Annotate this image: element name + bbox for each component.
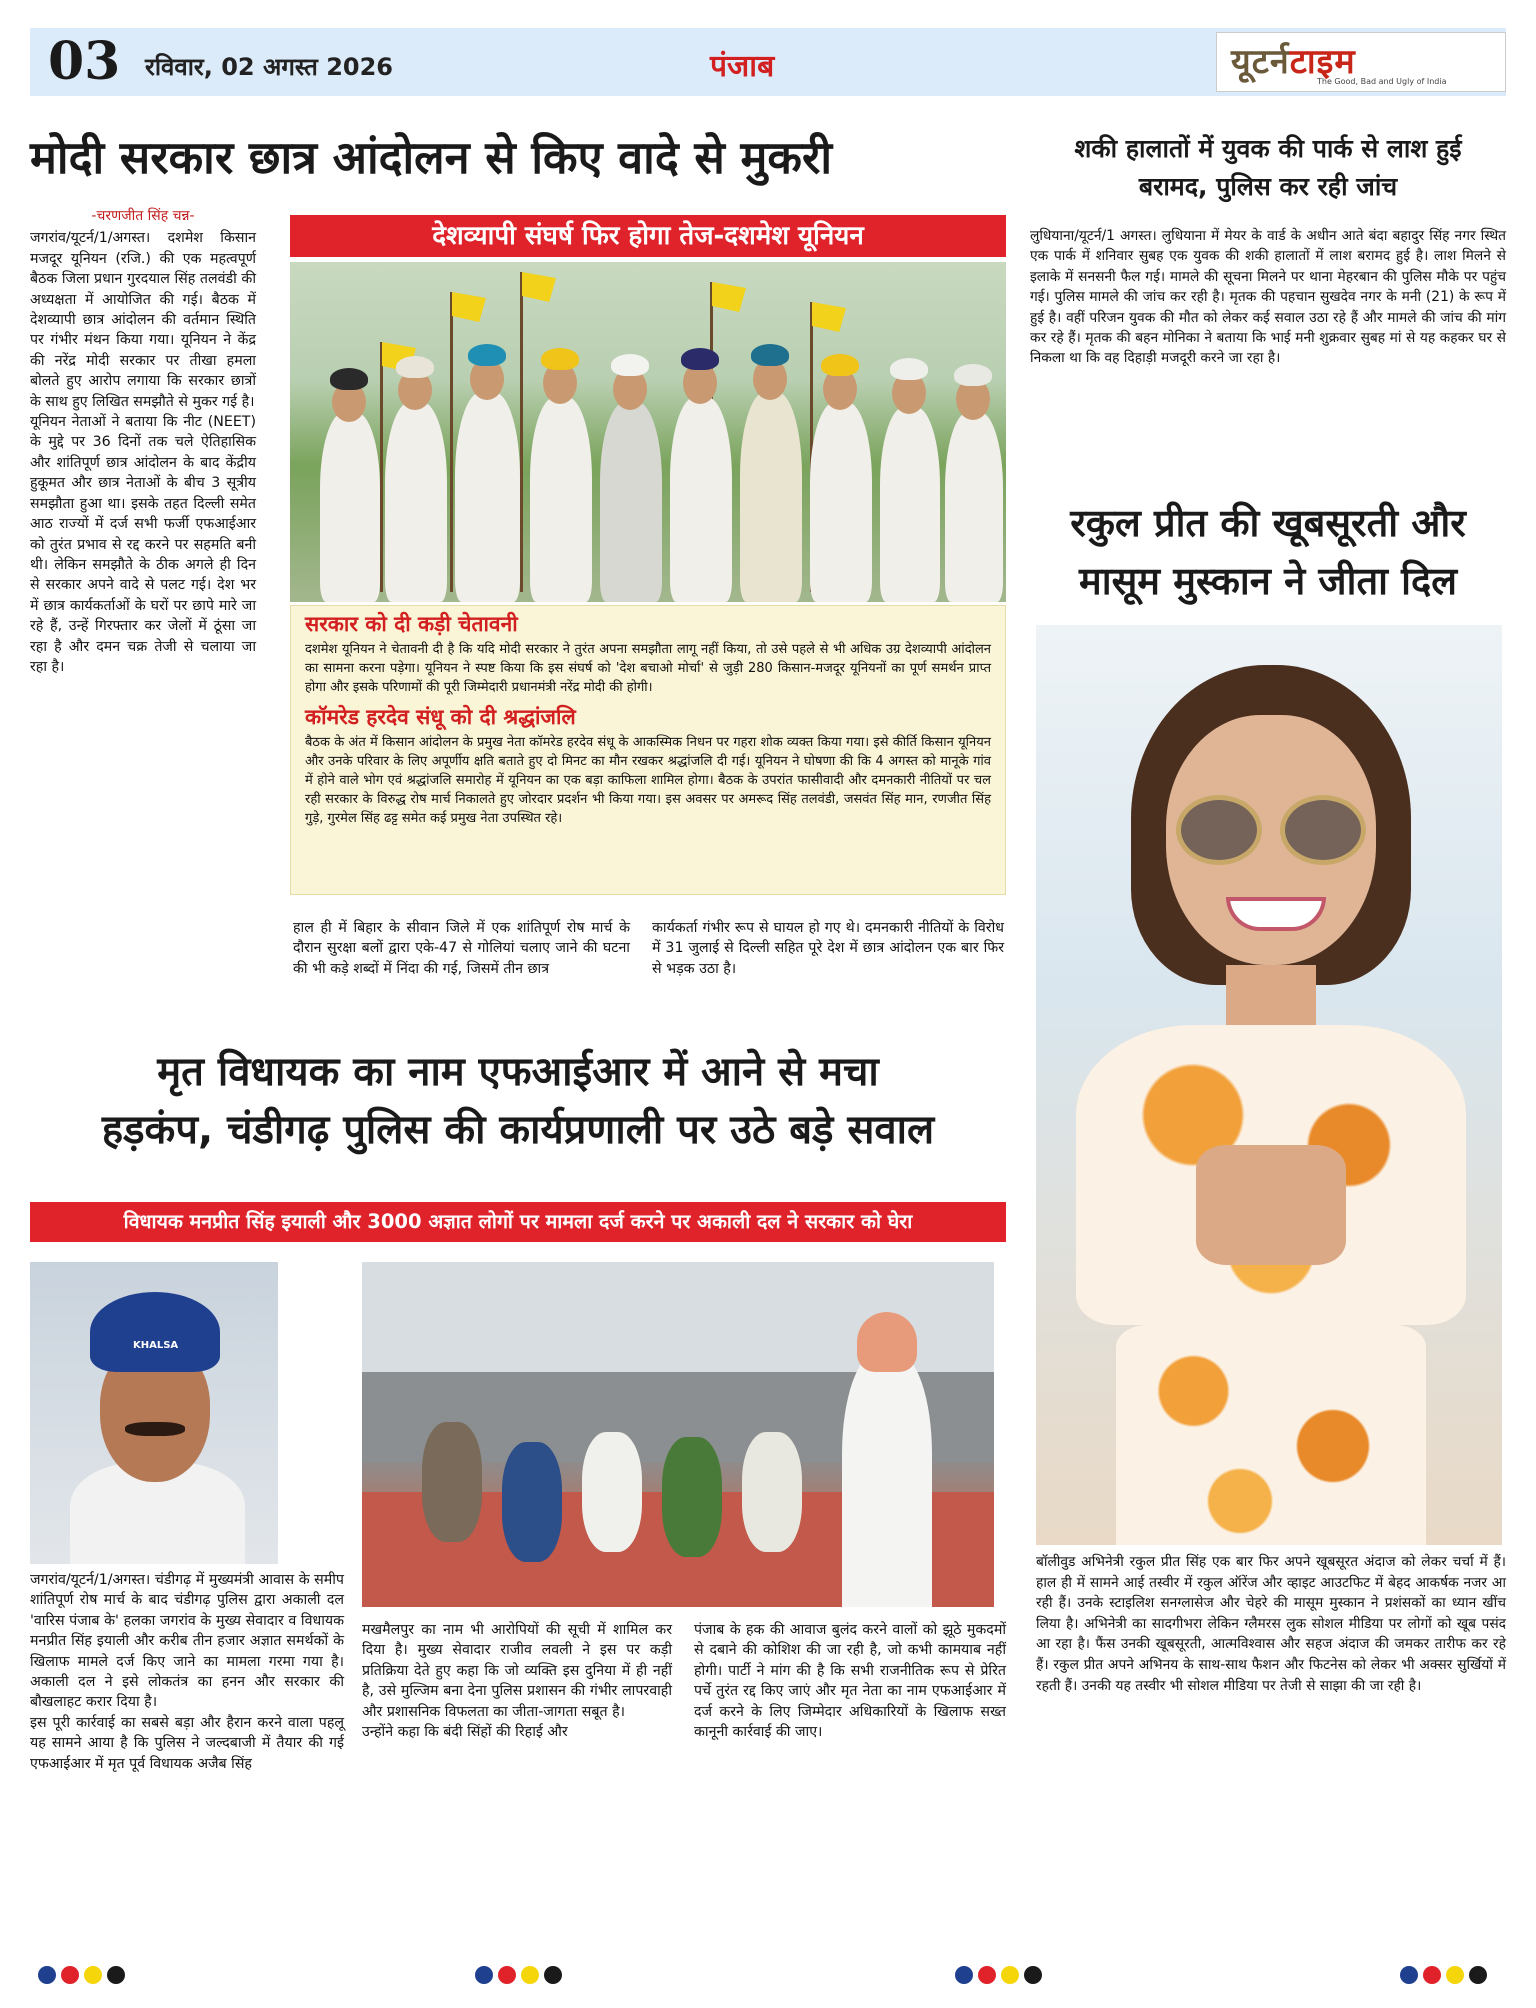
story1-headline: मोदी सरकार छात्र आंदोलन से किए वादे से मुकरी [30, 131, 832, 184]
byline: -चरणजीत सिंह चन्न- [91, 208, 195, 224]
reg-dot-red [61, 1966, 79, 1984]
story3-headline [1030, 494, 1506, 610]
story3-headline-line2: मासूम मुस्कान ने जीता दिल [1079, 559, 1457, 603]
registration-marks-left [38, 1966, 125, 1984]
story4-subheadline: विधायक मनप्रीत सिंह इयाली और 3000 अज्ञात लोगों पर मामला दर्ज करने पर अकाली दल ने सरकार को घेरा [30, 1202, 1006, 1242]
story2-headline [1030, 130, 1506, 206]
reg-dot-black [544, 1966, 562, 1984]
reg-dot-black [1469, 1966, 1487, 1984]
logo-part1: यूटर्न [1231, 42, 1290, 82]
reg-dot-blue [955, 1966, 973, 1984]
story3-headline-line1: रकुल प्रीत की खूबसूरती और [1070, 501, 1466, 545]
story1-column-3: कार्यकर्ता गंभीर रूप से घायल हो गए थे। दमनकारी नीतियों के विरोध में 31 जुलाई से दिल्ली सहित पूरे देश में छात्र आंदोलन एक बार फिर से भड़क उठा है। [652, 920, 1004, 977]
box-text-warning: दशमेश यूनियन ने चेतावनी दी है कि यदि मोदी सरकार ने तुरंत अपना समझौता लागू नहीं किया, तो उसे पहले से भी अधिक उग्र देशव्यापी आंदोलन का सामना करना पड़ेगा। यूनियन ने स्पष्ट किया कि इस संघर्ष को 'देश बचाओ मोर्चा' से जुड़ी 280 किसान-मजदूर यूनियनों का पूर्ण समर्थन प्राप्त होगा और इसके परिणामों की पूरी जिम्मेदारी प्रधानमंत्री नरेंद्र मोदी की होगी। [305, 642, 991, 695]
sit-in-protest-photo [362, 1262, 994, 1607]
actress-photo [1036, 625, 1502, 1545]
story4-paragraph-1: जगरांव/यूटर्न/1/अगस्त। चंडीगढ़ में मुख्यमंत्री आवास के समीप शांतिपूर्ण रोष मार्च के बाद चंडीगढ़ पुलिस द्वारा अकाली दल 'वारिस पंजाब के' हलका जगरांव के मुख्य सेवादार व विधायक मनप्रीत सिंह इयाली और करीब तीन हजार अज्ञात समर्थकों के खिलाफ मामले दर्ज किए जाने का मामला गरमा गया है। अकाली दल ने इसे लोकतंत्र का हनन और सरकार की बौखलाहट करार दिया है। [30, 1572, 344, 1711]
reg-dot-yellow [1001, 1966, 1019, 1984]
reg-dot-black [107, 1966, 125, 1984]
story2-body: लुधियाना/यूटर्न/1 अगस्त। लुधियाना में मेयर के वार्ड के अधीन आते बंदा बहादुर सिंह नगर स्थित एक पार्क में शनिवार सुबह एक युवक की शकी हालातों में लाश बरामद हुई है। लाश मिलने से इलाके में सनसनी फैल गई। मामले की सूचना मिलने पर थाना मेहरबान की पुलिस मौके पर पहुंच गई। पुलिस मामले की जांच कर रही है। मृतक की पहचान सुखदेव नगर के मनी (21) के रूप में हुई है। वहीं परिजन युवक की मौत को लेकर कई सवाल उठा रहे हैं और मामले की जांच की मांग कर रहे हैं। मृतक की बहन मोनिका ने बताया कि भाई मनी शुक्रवार सुबह मां से यह कहकर घर से निकला था कि वह दिहाड़ी मजदूरी करने जा रहा है। [1030, 228, 1506, 367]
box-heading-tribute: कॉमरेड हरदेव संधू को दी श्रद्धांजलि [305, 705, 576, 729]
box-text-tribute: बैठक के अंत में किसान आंदोलन के प्रमुख नेता कॉमरेड हरदेव संधू के आकस्मिक निधन पर गहरा शोक व्यक्त किया गया। इसे कीर्ति किसान यूनियन और उनके परिवार के लिए अपूर्णीय क्षति बताते हुए दो मिनट का मौन रखकर श्रद्धांजलि दी गई। यूनियन ने घोषणा की कि 4 अगस्त को मानूके गांव में होने वाले भोग एवं श्रद्धांजलि समारोह में यूनियन का एक बड़ा काफिला शामिल होगा। बैठक के उपरांत फासीवादी और दमनकारी नीतियों पर चल रही सरकार के विरुद्ध रोष मार्च निकालते हुए जोरदार प्रदर्शन भी किया गया। इस अवसर पर अमरूद सिंह तलवंडी, जसवंत सिंह मान, रणजीत सिंह गुड़े, गुरमेल सिंह ढट्ट समेत कई प्रमुख नेता उपस्थित रहे। [305, 735, 991, 826]
reg-dot-black [1024, 1966, 1042, 1984]
story4-headline-line2: हड़कंप, चंडीगढ़ पुलिस की कार्यप्रणाली पर उठे बड़े सवाल [101, 1107, 935, 1153]
registration-marks-center [475, 1966, 562, 1984]
story4-column-2 [362, 1620, 672, 1742]
reg-dot-yellow [1446, 1966, 1464, 1984]
reg-dot-red [1423, 1966, 1441, 1984]
story4-headline-line1: मृत विधायक का नाम एफआईआर में आने से मचा [157, 1049, 879, 1095]
story1-subheadline: देशव्यापी संघर्ष फिर होगा तेज-दशमेश यूनियन [290, 215, 1006, 257]
issue-date: रविवार, 02 अगस्त 2026 [145, 53, 393, 81]
story1-column-left [30, 206, 256, 677]
story4-paragraph-2: इस पूरी कार्रवाई का सबसे बड़ा और हैरान करने वाला पहलू यह सामने आया है कि पुलिस ने जल्दबाजी में तैयार की गई एफआईआर में मृत पूर्व विधायक अजैब सिंह [30, 1714, 344, 1772]
box-heading-warning: सरकार को दी कड़ी चेतावनी [305, 612, 518, 636]
reg-dot-red [978, 1966, 996, 1984]
reg-dot-yellow [521, 1966, 539, 1984]
story1-info-box [290, 605, 1006, 895]
logo-tagline: The Good, Bad and Ugly of India [1317, 77, 1447, 86]
reg-dot-blue [38, 1966, 56, 1984]
story1-paragraph-1: जगरांव/यूटर्न/1/अगस्त। दशमेश किसान मजदूर यूनियन (रजि.) की एक महत्वपूर्ण बैठक जिला प्रधान गुरदयाल सिंह तलवंडी की अध्यक्षता में आयोजित की गई। बैठक में देशव्यापी छात्र आंदोलन की वर्तमान स्थिति पर गंभीर मंथन किया गया। यूनियन ने केंद्र की नरेंद्र मोदी सरकार पर तीखा हमला बोलते हुए आरोप लगाया कि सरकार छात्रों के साथ हुए लिखित समझौते से मुकर गई है। [30, 230, 256, 410]
story4-paragraph-4: उन्होंने कहा कि बंदी सिंहों की रिहाई और [362, 1724, 568, 1741]
story4-column-1 [30, 1570, 344, 1774]
story1-paragraph-2: यूनियन नेताओं ने बताया कि नीट (NEET) के मुद्दे पर 36 दिनों तक चले ऐतिहासिक और शांतिपूर्ण छात्र आंदोलन के बाद केंद्रीय हुकूमत और छात्र नेताओं के बीच 3 सूत्रीय समझौता हुआ था। इसके तहत दिल्ली समेत आठ राज्यों में दर्ज सभी फर्जी एफआईआर को तुरंत प्रभाव से रद्द करने पर सहमति बनी थी। लेकिन समझौते के ठीक अगले ही दिन से सरकार अपने वादे से पलट गई। देश भर में छात्र कार्यकर्ताओं के घरों पर छापे मारे जा रहे हैं, उन्हें गिरफ्तार कर जेलों में ठूंसा जा रहा है और दमन चक्र तेजी से चलाया जा रहा है। [30, 414, 256, 675]
story1-column-2: हाल ही में बिहार के सीवान जिले में एक शांतिपूर्ण रोष मार्च के दौरान सुरक्षा बलों द्वारा एके-47 से गोलियां चलाए जाने की घटना की भी कड़े शब्दों में निंदा की गई, जिसमें तीन छात्र [293, 920, 630, 977]
story4-headline [30, 1043, 1006, 1159]
newspaper-logo [1216, 32, 1506, 92]
turban-text: KHALSA [133, 1340, 179, 1351]
reg-dot-blue [1400, 1966, 1418, 1984]
section-title: पंजाब [710, 49, 775, 84]
reg-dot-red [498, 1966, 516, 1984]
reg-dot-blue [475, 1966, 493, 1984]
reg-dot-yellow [84, 1966, 102, 1984]
story4-column-3: पंजाब के हक की आवाज बुलंद करने वालों को झूठे मुकदमों से दबाने की कोशिश की जा रही है, जो कभी कामयाब नहीं होगी। पार्टी ने मांग की है कि सभी राजनीतिक रूप से प्रेरित पर्चे तुरंत रद्द किए जाएं और मृत नेता का नाम एफआईआर में दर्ज करने के लिए जिम्मेदार अधिकारियों के खिलाफ सख्त कानूनी कार्रवाई की जाए। [694, 1622, 1006, 1741]
story3-body: बॉलीवुड अभिनेत्री रकुल प्रीत सिंह एक बार फिर अपने खूबसूरत अंदाज को लेकर चर्चा में हैं। हाल ही में सामने आई तस्वीर में रकुल ऑरेंज और व्हाइट आउटफिट में बेहद आकर्षक नजर आ रही हैं। उनके स्टाइलिश सनग्लासेज और चेहरे की मासूम मुस्कान ने प्रशंसकों का ध्यान खींच लिया है। अभिनेत्री का सादगीभरा लेकिन ग्लैमरस लुक सोशल मीडिया पर लोगों को खूब पसंद आ रहा है। फैंस उनकी खूबसूरती, आत्मविश्वास और सहज अंदाज की जमकर तारीफ कर रहे हैं। रकुल प्रीत अपने अभिनय के साथ-साथ फैशन और फिटनेस को लेकर भी अक्सर सुर्खियों में रहती हैं। उनकी यह तस्वीर भी सोशल मीडिया पर तेजी से साझा की जा रही है। [1036, 1554, 1506, 1694]
story4-paragraph-3: मखमैलपुर का नाम भी आरोपियों की सूची में शामिल कर दिया है। मुख्य सेवादार राजीव लवली ने इस पर कड़ी प्रतिक्रिया देते हुए कहा कि जो व्यक्ति इस दुनिया में ही नहीं है, उसे मुल्जिम बना देना पुलिस प्रशासन की गंभीर लापरवाही और प्रशासनिक विफलता का जीता-जागता सबूत है। [362, 1622, 672, 1720]
page-number: 03 [48, 31, 121, 92]
logo-part2: टाइम [1289, 42, 1356, 82]
farmers-protest-photo [290, 262, 1006, 602]
page-header [30, 28, 1506, 96]
registration-marks-far-right [1400, 1966, 1487, 1984]
story2-headline-line1: शकी हालातों में युवक की पार्क से लाश हुई [1074, 134, 1462, 163]
story2-headline-line2: बरामद, पुलिस कर रही जांच [1138, 172, 1398, 201]
leader-portrait-photo [30, 1262, 278, 1564]
registration-marks-right [955, 1966, 1042, 1984]
